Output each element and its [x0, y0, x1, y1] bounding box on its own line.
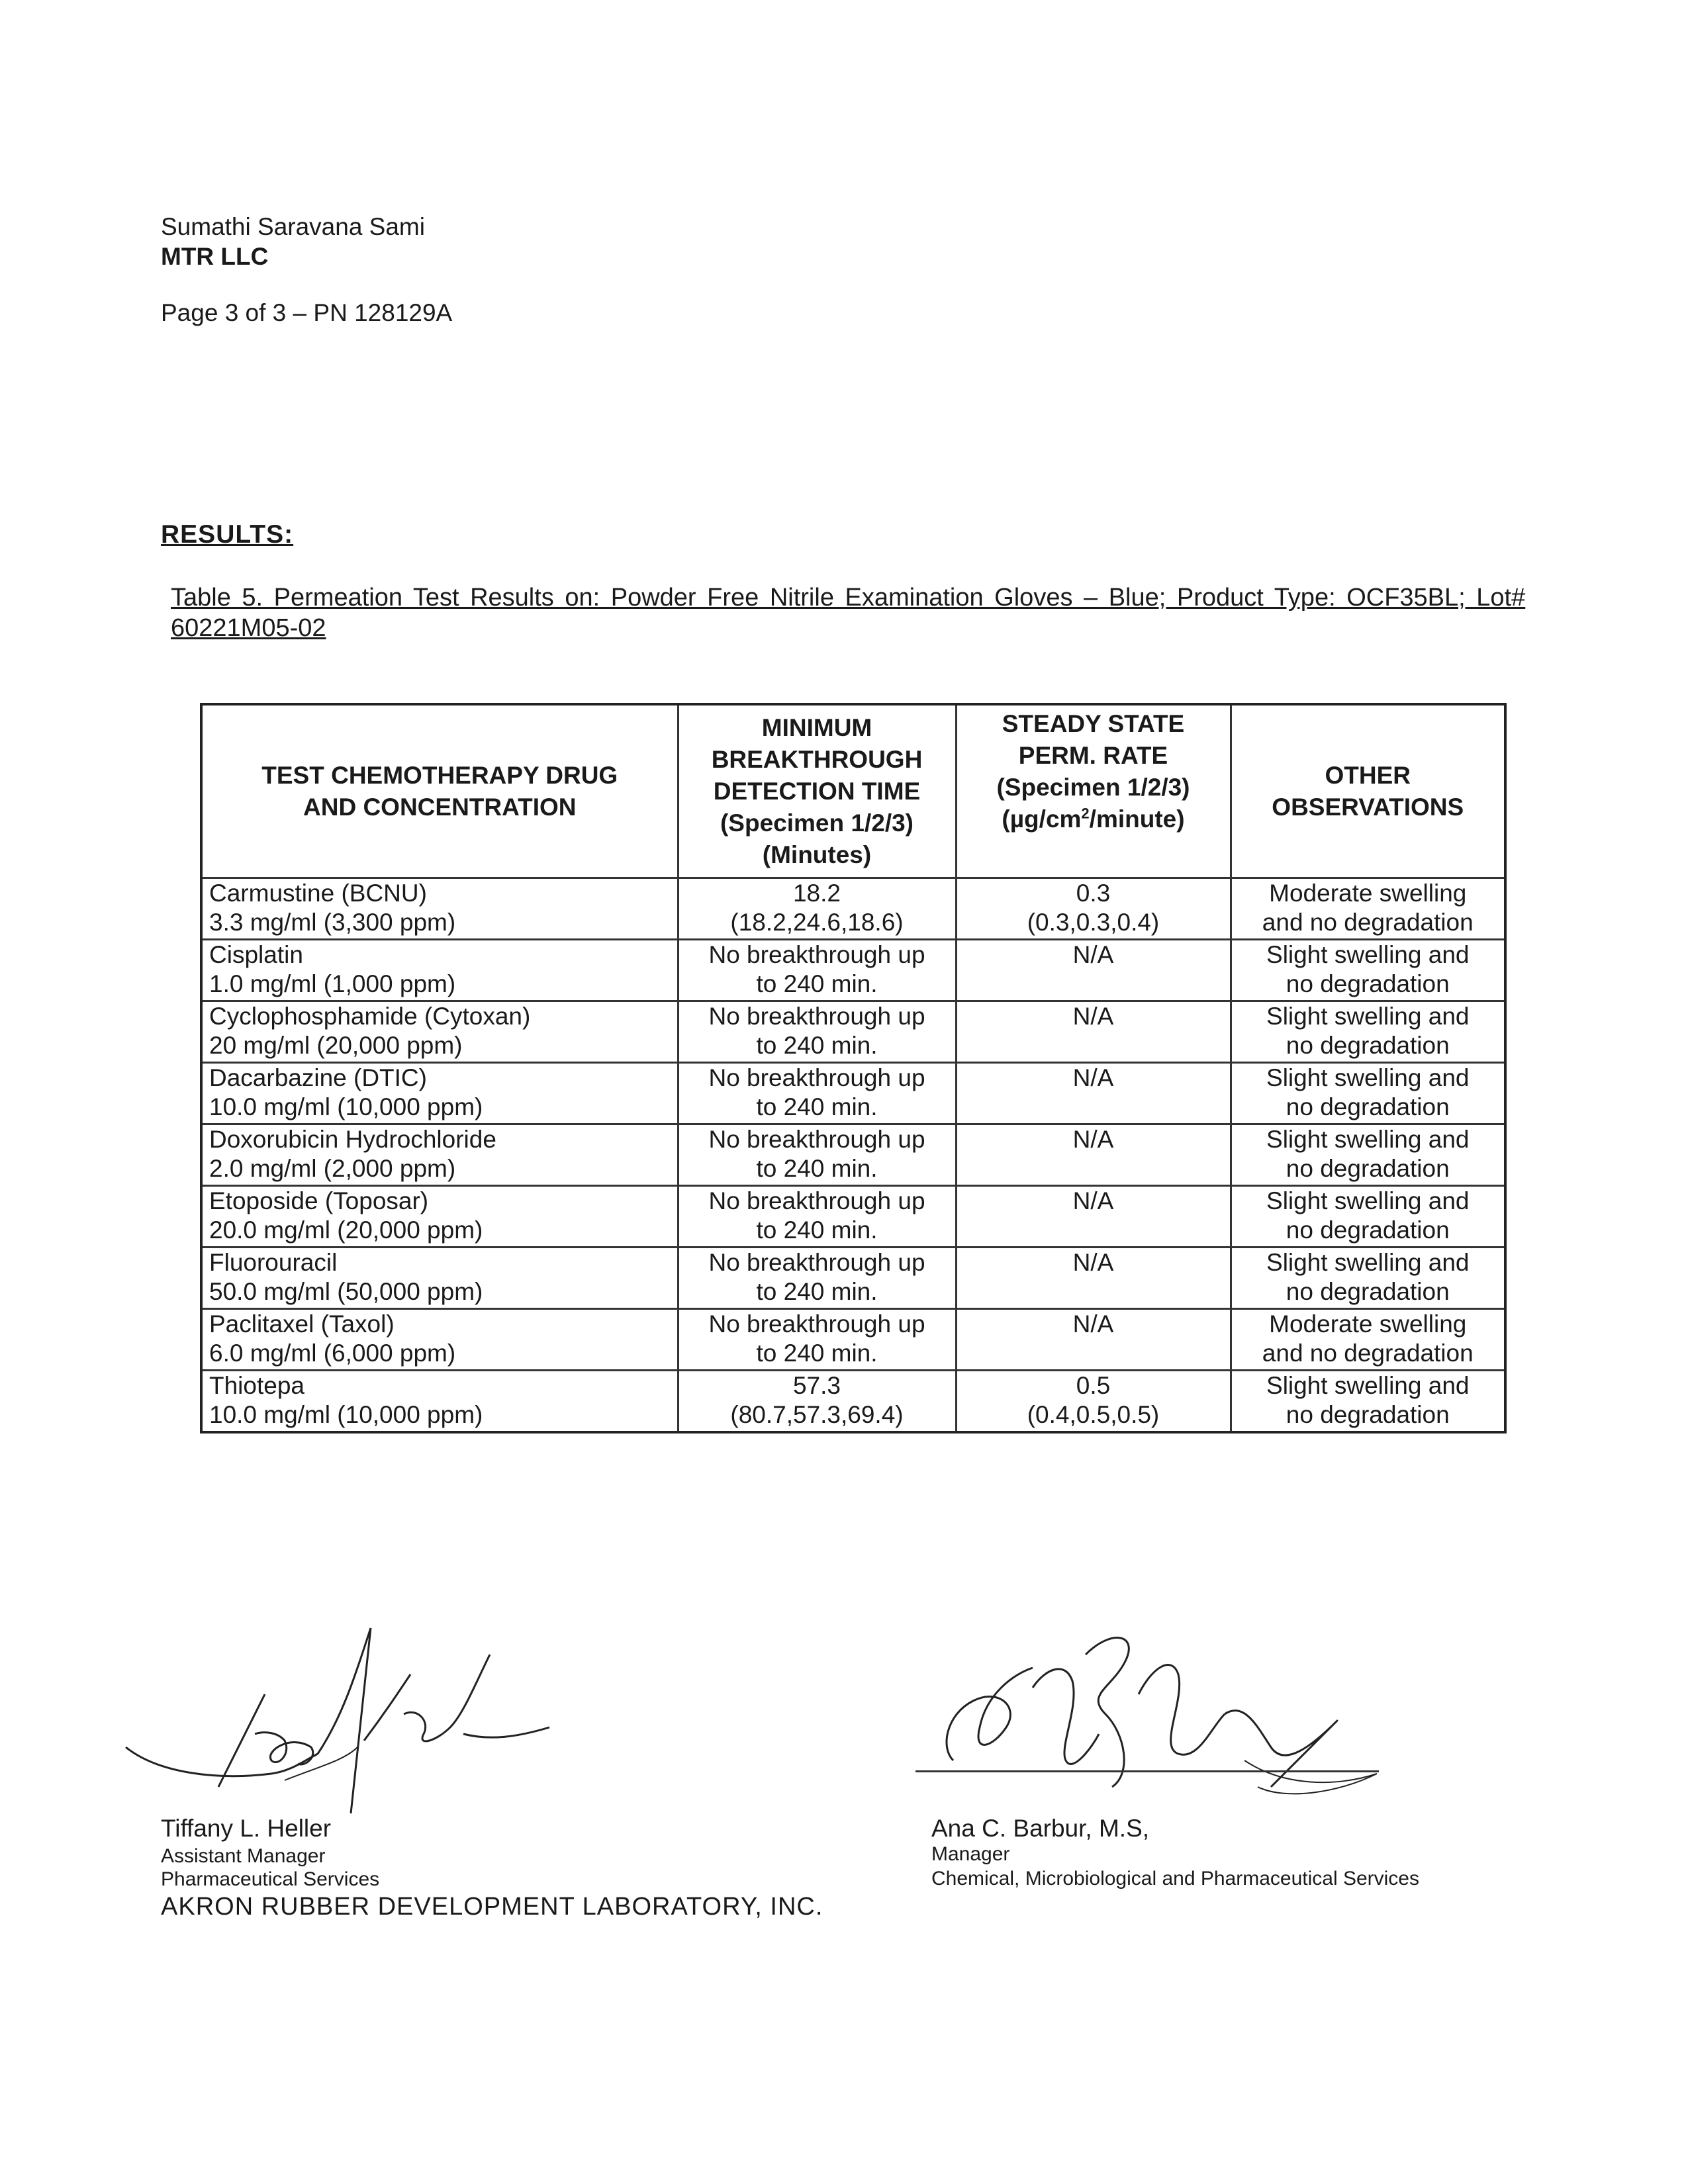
cell-observations-line: Slight swelling and	[1266, 1003, 1470, 1030]
header-observations-line: OTHER	[1325, 761, 1411, 789]
header-perm-rate	[956, 704, 1231, 878]
cell-drug	[201, 1063, 678, 1124]
table-row	[201, 1371, 1505, 1433]
cell-perm-rate	[956, 1371, 1231, 1433]
cell-observations-line: Slight swelling and	[1266, 941, 1470, 968]
cell-drug-line: Cyclophosphamide (Cytoxan)	[209, 1003, 531, 1030]
signatory-left-name: Tiffany L. Heller	[161, 1815, 332, 1842]
cell-perm-rate	[956, 1001, 1231, 1063]
cell-observations-line: Slight swelling and	[1266, 1187, 1470, 1214]
cell-perm-rate-line: (0.4,0.5,0.5)	[1027, 1401, 1160, 1428]
table-row	[201, 1124, 1505, 1186]
cell-breakthrough-line: to 240 min.	[756, 1032, 878, 1059]
cell-observations-line: no degradation	[1286, 1278, 1450, 1305]
cell-observations-line: no degradation	[1286, 1401, 1450, 1428]
cell-drug	[201, 940, 678, 1001]
permeation-results-table	[200, 703, 1507, 1433]
cell-drug-line: 10.0 mg/ml (10,000 ppm)	[209, 1093, 483, 1120]
cell-observations-line: no degradation	[1286, 970, 1450, 997]
signature-tiffany-heller	[119, 1615, 583, 1827]
cell-perm-rate-line: 0.3	[1076, 880, 1111, 907]
cell-breakthrough-line: to 240 min.	[756, 1278, 878, 1305]
cell-breakthrough-line: (18.2,24.6,18.6)	[730, 909, 904, 936]
cell-breakthrough-line: No breakthrough up	[708, 1126, 925, 1153]
cell-drug-line: Fluorouracil	[209, 1249, 338, 1276]
signatory-right-title: Manager	[931, 1843, 1010, 1865]
table-row	[201, 1001, 1505, 1063]
cell-perm-rate	[956, 1309, 1231, 1371]
cell-drug-line: 20 mg/ml (20,000 ppm)	[209, 1032, 463, 1059]
cell-drug-line: Paclitaxel (Taxol)	[209, 1310, 395, 1338]
cell-observations	[1231, 1124, 1505, 1186]
page-reference: Page 3 of 3 – PN 128129A	[161, 299, 453, 326]
cell-breakthrough	[678, 1248, 956, 1309]
cell-drug-line: Etoposide (Toposar)	[209, 1187, 429, 1214]
header-breakthrough-line: DETECTION TIME	[713, 777, 921, 805]
cell-drug-line: 6.0 mg/ml (6,000 ppm)	[209, 1340, 456, 1367]
cell-perm-rate-line: N/A	[1072, 1187, 1114, 1214]
cell-observations-line: Moderate swelling	[1269, 880, 1467, 907]
cell-drug	[201, 1124, 678, 1186]
table-row	[201, 940, 1505, 1001]
cell-observations-line: and no degradation	[1262, 1340, 1474, 1367]
signatory-left-title: Assistant Manager	[161, 1845, 326, 1867]
cell-perm-rate-line: N/A	[1072, 1064, 1114, 1091]
cell-breakthrough	[678, 940, 956, 1001]
cell-observations	[1231, 1186, 1505, 1248]
laboratory-name: AKRON RUBBER DEVELOPMENT LABORATORY, INC.	[161, 1893, 823, 1921]
cell-observations-line: no degradation	[1286, 1216, 1450, 1244]
cell-breakthrough-line: No breakthrough up	[708, 941, 925, 968]
header-observations-line: OBSERVATIONS	[1272, 793, 1464, 821]
signature-line	[915, 1770, 1379, 1772]
header-rate-line: STEADY STATE	[1002, 710, 1185, 737]
cell-drug	[201, 1309, 678, 1371]
cell-observations-line: no degradation	[1286, 1032, 1450, 1059]
header-breakthrough-line: BREAKTHROUGH	[711, 745, 923, 773]
header-observations	[1231, 704, 1505, 878]
signatory-right-name: Ana C. Barbur, M.S,	[931, 1815, 1150, 1842]
cell-drug-line: Dacarbazine (DTIC)	[209, 1064, 427, 1091]
header-rate-line: PERM. RATE	[1018, 742, 1168, 769]
cell-drug-line: Doxorubicin Hydrochloride	[209, 1126, 496, 1153]
header-rate-line: (Specimen 1/2/3)	[996, 774, 1190, 801]
cell-perm-rate-line: 0.5	[1076, 1372, 1111, 1399]
table-row	[201, 1063, 1505, 1124]
header-drug-line: TEST CHEMOTHERAPY DRUG	[261, 761, 618, 789]
cell-drug-line: 3.3 mg/ml (3,300 ppm)	[209, 909, 456, 936]
results-heading: RESULTS:	[161, 520, 294, 549]
cell-observations	[1231, 1248, 1505, 1309]
cell-breakthrough-line: 57.3	[792, 1372, 841, 1399]
table-header-row	[201, 704, 1505, 878]
addressee-name: Sumathi Saravana Sami	[161, 213, 425, 240]
cell-breakthrough	[678, 1124, 956, 1186]
table-row	[201, 1309, 1505, 1371]
cell-observations	[1231, 1063, 1505, 1124]
cell-breakthrough-line: No breakthrough up	[708, 1064, 925, 1091]
cell-drug-line: Carmustine (BCNU)	[209, 880, 427, 907]
cell-drug	[201, 1371, 678, 1433]
table-row	[201, 1248, 1505, 1309]
table-row	[201, 878, 1505, 940]
cell-breakthrough	[678, 1371, 956, 1433]
cell-observations-line: no degradation	[1286, 1155, 1450, 1182]
addressee-organization: MTR LLC	[161, 243, 269, 270]
cell-perm-rate-line: (0.3,0.3,0.4)	[1027, 909, 1160, 936]
cell-breakthrough	[678, 1309, 956, 1371]
cell-breakthrough-line: to 240 min.	[756, 970, 878, 997]
cell-breakthrough-line: No breakthrough up	[708, 1249, 925, 1276]
cell-perm-rate	[956, 1186, 1231, 1248]
cell-perm-rate-line: N/A	[1072, 1003, 1114, 1030]
cell-breakthrough-line: (80.7,57.3,69.4)	[730, 1401, 904, 1428]
cell-observations-line: Slight swelling and	[1266, 1126, 1470, 1153]
cell-drug	[201, 878, 678, 940]
header-drug-line: AND CONCENTRATION	[303, 793, 577, 821]
cell-breakthrough	[678, 878, 956, 940]
cell-drug	[201, 1248, 678, 1309]
cell-breakthrough-line: to 240 min.	[756, 1155, 878, 1182]
cell-perm-rate	[956, 1124, 1231, 1186]
header-breakthrough-line: MINIMUM	[761, 713, 872, 741]
cell-perm-rate-line: N/A	[1072, 941, 1114, 968]
rate-unit-exponent: 2	[1081, 805, 1090, 822]
cell-perm-rate	[956, 1063, 1231, 1124]
signature-ana-barbur	[914, 1615, 1417, 1827]
cell-observations-line: Slight swelling and	[1266, 1064, 1470, 1091]
cell-observations-line: Slight swelling and	[1266, 1372, 1470, 1399]
cell-breakthrough	[678, 1063, 956, 1124]
rate-unit-prefix: (µg/cm	[1002, 805, 1082, 833]
cell-perm-rate-line: N/A	[1072, 1126, 1114, 1153]
rate-unit-suffix: /minute)	[1089, 805, 1185, 833]
cell-observations	[1231, 1309, 1505, 1371]
cell-breakthrough-line: to 240 min.	[756, 1340, 878, 1367]
cell-drug-line: 20.0 mg/ml (20,000 ppm)	[209, 1216, 483, 1244]
cell-observations-line: and no degradation	[1262, 909, 1474, 936]
cell-breakthrough-line: to 240 min.	[756, 1216, 878, 1244]
cell-breakthrough	[678, 1001, 956, 1063]
header-breakthrough-line: (Minutes)	[762, 841, 872, 868]
cell-perm-rate-line: N/A	[1072, 1310, 1114, 1338]
cell-drug-line: Thiotepa	[209, 1372, 305, 1399]
cell-breakthrough-line: 18.2	[792, 880, 841, 907]
cell-observations	[1231, 878, 1505, 940]
cell-perm-rate	[956, 878, 1231, 940]
cell-observations-line: no degradation	[1286, 1093, 1450, 1120]
cell-breakthrough-line: to 240 min.	[756, 1093, 878, 1120]
cell-perm-rate	[956, 940, 1231, 1001]
cell-perm-rate	[956, 1248, 1231, 1309]
cell-observations	[1231, 1371, 1505, 1433]
cell-breakthrough-line: No breakthrough up	[708, 1187, 925, 1214]
header-breakthrough	[678, 704, 956, 878]
signatory-right-department: Chemical, Microbiological and Pharmaceutical Services	[931, 1868, 1419, 1889]
cell-drug	[201, 1001, 678, 1063]
header-rate-unit	[962, 803, 1225, 835]
cell-drug-line: Cisplatin	[209, 941, 303, 968]
cell-breakthrough-line: No breakthrough up	[708, 1003, 925, 1030]
cell-observations-line: Slight swelling and	[1266, 1249, 1470, 1276]
cell-breakthrough-line: No breakthrough up	[708, 1310, 925, 1338]
cell-drug-line: 10.0 mg/ml (10,000 ppm)	[209, 1401, 483, 1428]
cell-perm-rate-line: N/A	[1072, 1249, 1114, 1276]
table-caption: Table 5. Permeation Test Results on: Powder Free Nitrile Examination Gloves – Blue; Product Type: OCF35BL; Lot# 60221M05-02	[171, 584, 1526, 642]
cell-observations	[1231, 940, 1505, 1001]
table-body	[201, 878, 1505, 1433]
table-row	[201, 1186, 1505, 1248]
cell-drug	[201, 1186, 678, 1248]
header-drug	[201, 704, 678, 878]
cell-observations-line: Moderate swelling	[1269, 1310, 1467, 1338]
cell-observations	[1231, 1001, 1505, 1063]
cell-drug-line: 2.0 mg/ml (2,000 ppm)	[209, 1155, 456, 1182]
cell-drug-line: 1.0 mg/ml (1,000 ppm)	[209, 970, 456, 997]
header-breakthrough-line: (Specimen 1/2/3)	[720, 809, 914, 837]
signatory-left-department: Pharmaceutical Services	[161, 1868, 380, 1890]
cell-drug-line: 50.0 mg/ml (50,000 ppm)	[209, 1278, 483, 1305]
cell-breakthrough	[678, 1186, 956, 1248]
